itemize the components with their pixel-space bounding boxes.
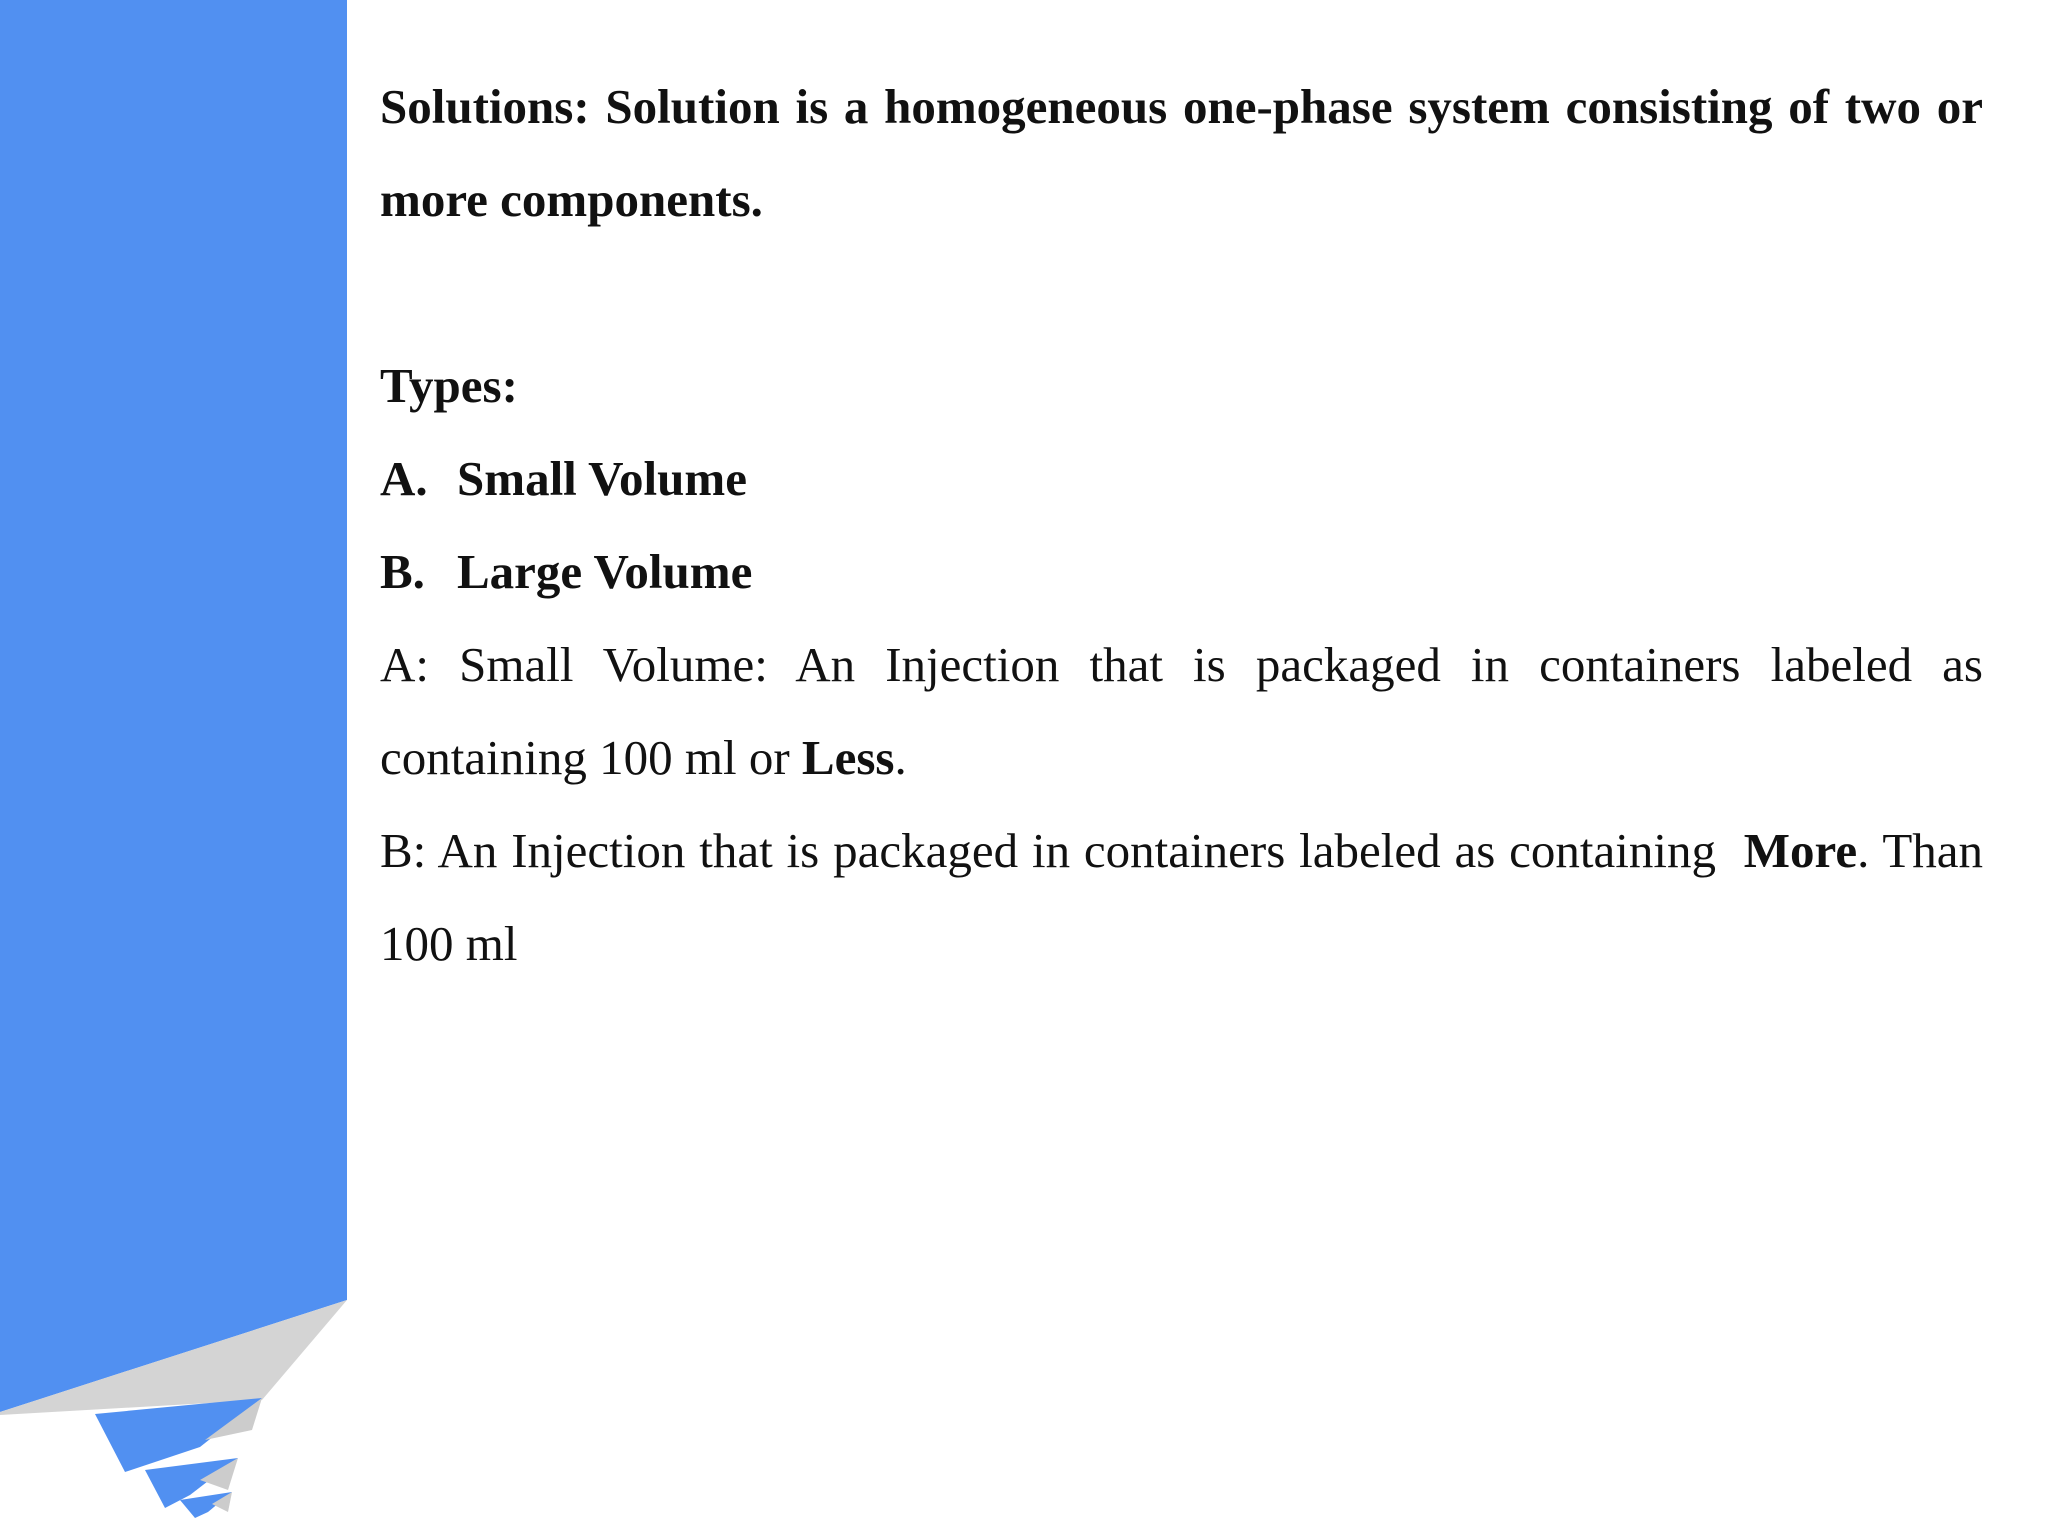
large-volume-description <box>380 804 1983 990</box>
small-volume-description <box>380 618 1983 804</box>
list-label: Small Volume <box>457 451 747 506</box>
list-marker: A. <box>380 451 428 506</box>
small-volume-emphasis: Less <box>801 730 895 785</box>
types-heading: Types: <box>380 358 518 413</box>
list-label: Large Volume <box>457 544 753 599</box>
spacer <box>380 246 1983 339</box>
blue-ribbon-banner <box>0 0 400 1536</box>
banner-main <box>0 0 347 1412</box>
list-marker: B. <box>380 544 425 599</box>
small-volume-text: A: Small Volume: An Injection that is packaged in containers labeled as containing 100 ml or <box>380 637 1983 785</box>
solution-definition: Solutions: Solution is a homogeneous one-phase system consisting of two or more components. <box>380 79 1983 227</box>
large-volume-text: B: An Injection that is packaged in containers labeled as containing <box>380 823 1744 878</box>
large-volume-emphasis: More <box>1743 823 1858 878</box>
type-item-small-volume <box>380 432 1983 525</box>
large-volume-suffix: . Than 100 ml <box>380 823 1983 971</box>
type-item-large-volume <box>380 525 1983 618</box>
small-volume-suffix: . <box>894 730 907 785</box>
slide-content <box>380 60 1983 990</box>
